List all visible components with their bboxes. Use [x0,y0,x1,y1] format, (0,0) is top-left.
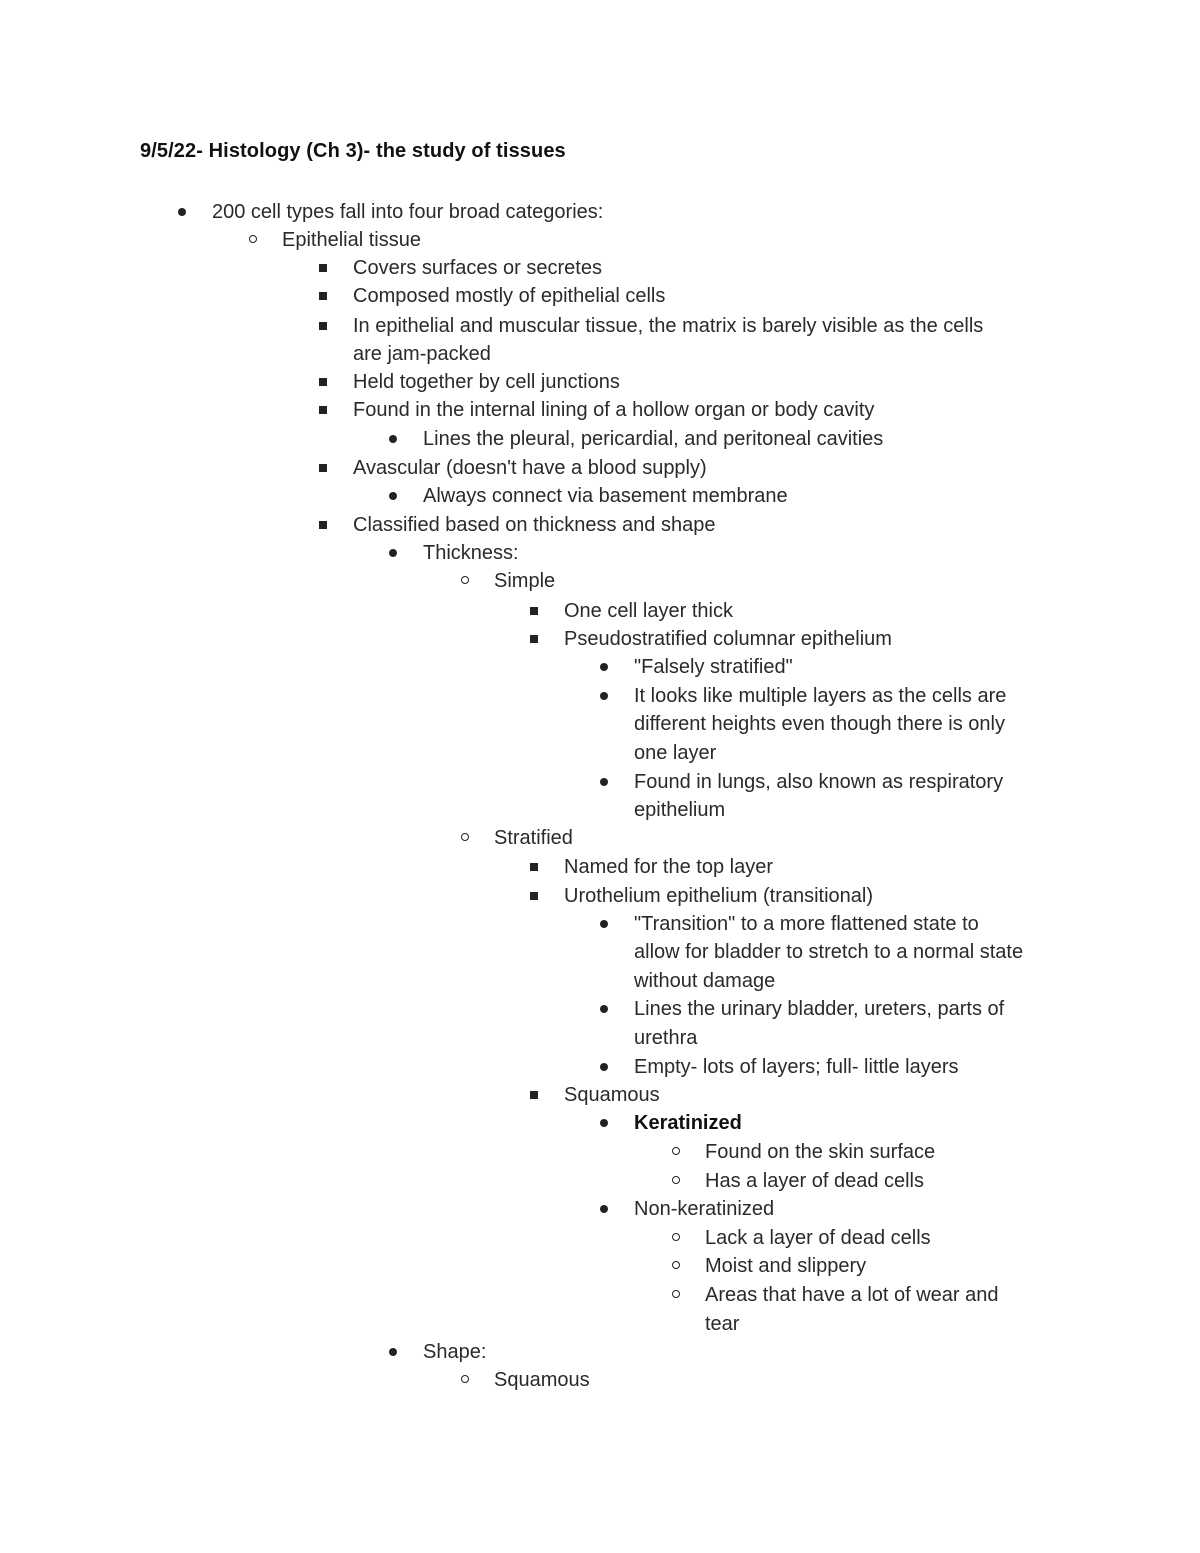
bullet-filled-circle-icon [389,492,397,500]
list-item-text: 200 cell types fall into four broad categories: [212,201,604,223]
bullet-hollow-circle-icon [672,1176,680,1184]
list-item-text: Keratinized [634,1112,742,1134]
bullet-square-icon [530,635,538,643]
bullet-hollow-circle-icon [461,576,469,584]
bullet-square-icon [530,863,538,871]
bullet-square-icon [319,521,327,529]
list-item-text: Moist and slippery [705,1255,867,1277]
bullet-hollow-circle-icon [461,1375,469,1383]
list-item-text: Thickness: [423,542,519,564]
bullet-square-icon [530,1091,538,1099]
bullet-hollow-circle-icon [672,1147,680,1155]
list-item-text: Lines the pleural, pericardial, and peritoneal cavities [423,428,884,450]
list-item-text: Empty- lots of layers; full- little layers [634,1056,959,1078]
list-item-text: different heights even though there is only [634,713,1005,735]
list-item-text: Pseudostratified columnar epithelium [564,628,892,650]
bullet-square-icon [319,322,327,330]
list-item-text: In epithelial and muscular tissue, the matrix is barely visible as the cells [353,315,984,337]
page-title: 9/5/22- Histology (Ch 3)- the study of tissues [140,140,566,162]
bullet-filled-circle-icon [178,208,186,216]
bullet-filled-circle-icon [389,549,397,557]
list-item-text: Stratified [494,827,573,849]
bullet-filled-circle-icon [600,1205,608,1213]
list-item-text: without damage [634,970,776,992]
list-item-text: Areas that have a lot of wear and [705,1284,999,1306]
list-item-text: epithelium [634,799,726,821]
list-item-text: "Falsely stratified" [634,656,793,678]
bullet-square-icon [319,264,327,272]
list-item-text: Classified based on thickness and shape [353,514,716,536]
bullet-square-icon [319,292,327,300]
list-item-text: Found in lungs, also known as respiratory [634,771,1004,793]
list-item-text: Held together by cell junctions [353,371,620,393]
bullet-square-icon [319,378,327,386]
list-item-text: Covers surfaces or secretes [353,257,602,279]
bullet-hollow-circle-icon [672,1261,680,1269]
list-item-text: Epithelial tissue [282,229,421,251]
bullet-square-icon [530,607,538,615]
bullet-filled-circle-icon [600,1119,608,1127]
bullet-square-icon [319,464,327,472]
list-item-text: Shape: [423,1341,487,1363]
bullet-hollow-circle-icon [672,1233,680,1241]
bullet-filled-circle-icon [389,435,397,443]
list-item-text: Urothelium epithelium (transitional) [564,885,874,907]
bullet-hollow-circle-icon [249,235,257,243]
list-item-text: Always connect via basement membrane [423,485,788,507]
bullet-filled-circle-icon [600,778,608,786]
list-item-text: Named for the top layer [564,856,773,878]
list-item-text: tear [705,1313,740,1335]
bullet-hollow-circle-icon [672,1290,680,1298]
list-item-text: Non-keratinized [634,1198,775,1220]
bullet-filled-circle-icon [600,920,608,928]
bullet-hollow-circle-icon [461,833,469,841]
list-item-text: Squamous [494,1369,590,1391]
list-item-text: Simple [494,570,556,592]
bullet-square-icon [319,406,327,414]
list-item-text: "Transition" to a more flattened state to [634,913,979,935]
bullet-filled-circle-icon [600,1063,608,1071]
list-item-text: Found in the internal lining of a hollow organ or body cavity [353,399,875,421]
bullet-square-icon [530,892,538,900]
list-item-text: Avascular (doesn't have a blood supply) [353,457,707,479]
bullet-filled-circle-icon [600,663,608,671]
list-item-text: It looks like multiple layers as the cells are [634,685,1007,707]
list-item-text: Lines the urinary bladder, ureters, parts of [634,998,1005,1020]
bullet-filled-circle-icon [600,1005,608,1013]
bullet-filled-circle-icon [389,1348,397,1356]
list-item-text: Has a layer of dead cells [705,1170,925,1192]
list-item-text: Squamous [564,1084,660,1106]
list-item-text: one layer [634,742,717,764]
bullet-filled-circle-icon [600,692,608,700]
list-item-text: allow for bladder to stretch to a normal state [634,941,1024,963]
list-item-text: Composed mostly of epithelial cells [353,285,666,307]
list-item-text: Lack a layer of dead cells [705,1227,931,1249]
list-item-text: Found on the skin surface [705,1141,936,1163]
list-item-text: One cell layer thick [564,600,733,622]
list-item-text: urethra [634,1027,698,1049]
list-item-text: are jam-packed [353,343,491,365]
